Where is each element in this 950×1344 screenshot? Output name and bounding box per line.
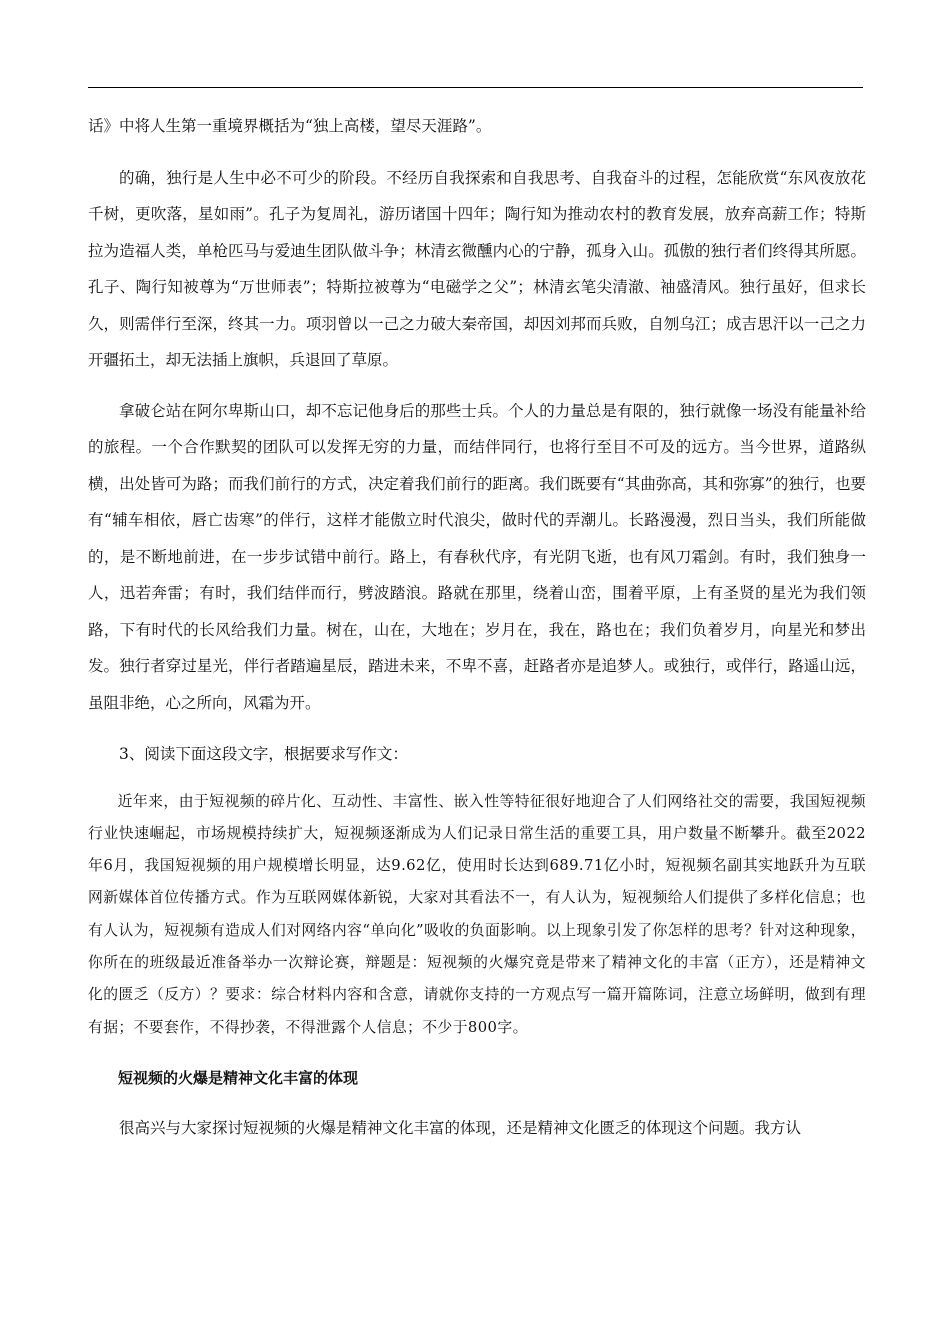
- paragraph-companionship: 拿破仑站在阿尔卑斯山口，却不忘记他身后的那些士兵。个人的力量总是有限的，独行就像一场没有能量补给的旅程。一个合作默契的团队可以发挥无穷的力量，而结伴同行，也将行至目不可及的远方。当今世界，道路纵横，出处皆可为路；而我们前行的方式，决定着我们前行的距离。我们既要有“其曲弥高，其和弥寡”的独行，也要有“辅车相依，唇亡齿寒”的伴行，这样才能傲立时代浪尖，做时代的弄潮儿。长路漫漫，烈日当头，我们所能做的，是不断地前进，在一步步试错中前行。路上，有春秋代序，有光阴飞逝，也有风刀霜剑。有时，我们独身一人，迅若奔雷；有时，我们结伴而行，劈波踏浪。路就在那里，绕着山峦，围着平原，上有圣贤的星光为我们领路，下有时代的长风给我们力量。树在，山在，大地在；岁月在，我在，路也在；我们负着岁月，向星光和梦出发。独行者穿过星光，伴行者踏遍星辰，踏进未来，不卑不喜，赶路者亦是追梦人。或独行，或伴行，路遥山远，虽阻非绝，心之所向，风霜为开。: [88, 401, 866, 712]
- essay-opening: 很高兴与大家探讨短视频的火爆是精神文化丰富的体现，还是精神文化匮乏的体现这个问题。我方认: [119, 1118, 802, 1137]
- essay-title: 短视频的火爆是精神文化丰富的体现: [118, 1068, 359, 1087]
- document-body: [88, 108, 866, 1146]
- continuation-line: 话》中将人生第一重境界概括为“独上高楼，望尽天涯路”。: [88, 117, 492, 135]
- task-material: 近年来，由于短视频的碎片化、互动性、丰富性、嵌入性等特征很好地迎合了人们网络社交的需要，我国短视频行业快速崛起，市场规模持续扩大，短视频逐渐成为人们记录日常生活的重要工具，用户数量不断攀升。截至2022年6月，我国短视频的用户规模增长明显，达9.62亿，使用时长达到689.71亿小时，短视频名副其实地跃升为互联网新媒体首位传播方式。作为互联网媒体新锐，大家对其看法不一，有人认为，短视频给人们提供了多样化信息；也有人认为，短视频有造成人们对网络内容“单向化”吸收的负面影响。以上现象引发了你怎样的思考？针对这种现象，你所在的班级最近准备举办一次辩论赛，辩题是：短视频的火爆究竟是带来了精神文化的丰富（正方），还是精神文化的匮乏（反方）？要求：综合材料内容和含意，请就你支持的一方观点写一篇开篇陈词，注意立场鲜明，做到有理有据；不要套作，不得抄袭，不得泄露个人信息；不少于800字。: [88, 792, 866, 1036]
- task-heading: 3、阅读下面这段文字，根据要求写作文：: [119, 745, 408, 763]
- paragraph-solo-travel: 的确，独行是人生中必不可少的阶段。不经历自我探索和自我思考、自我奋斗的过程，怎能欣赏“东风夜放花千树，更吹落，星如雨”。孔子为复周礼，游历诸国十四年；陶行知为推动农村的教育发展，放弃高薪工作；特斯拉为造福人类，单枪匹马与爱迪生团队做斗争；林清玄微醺内心的宁静，孤身入山。孤傲的独行者们终得其所愿。孔子、陶行知被尊为“万世师表”；特斯拉被尊为“电磁学之父”；林清玄笔尖清澈、袖盛清风。独行虽好，但求长久，则需伴行至深，终其一力。项羽曾以一己之力破大秦帝国，却因刘邦而兵败，自刎乌江；成吉思汗以一己之力开疆拓土，却无法插上旗帜，兵退回了草原。: [88, 168, 866, 369]
- header-rule: [88, 87, 863, 88]
